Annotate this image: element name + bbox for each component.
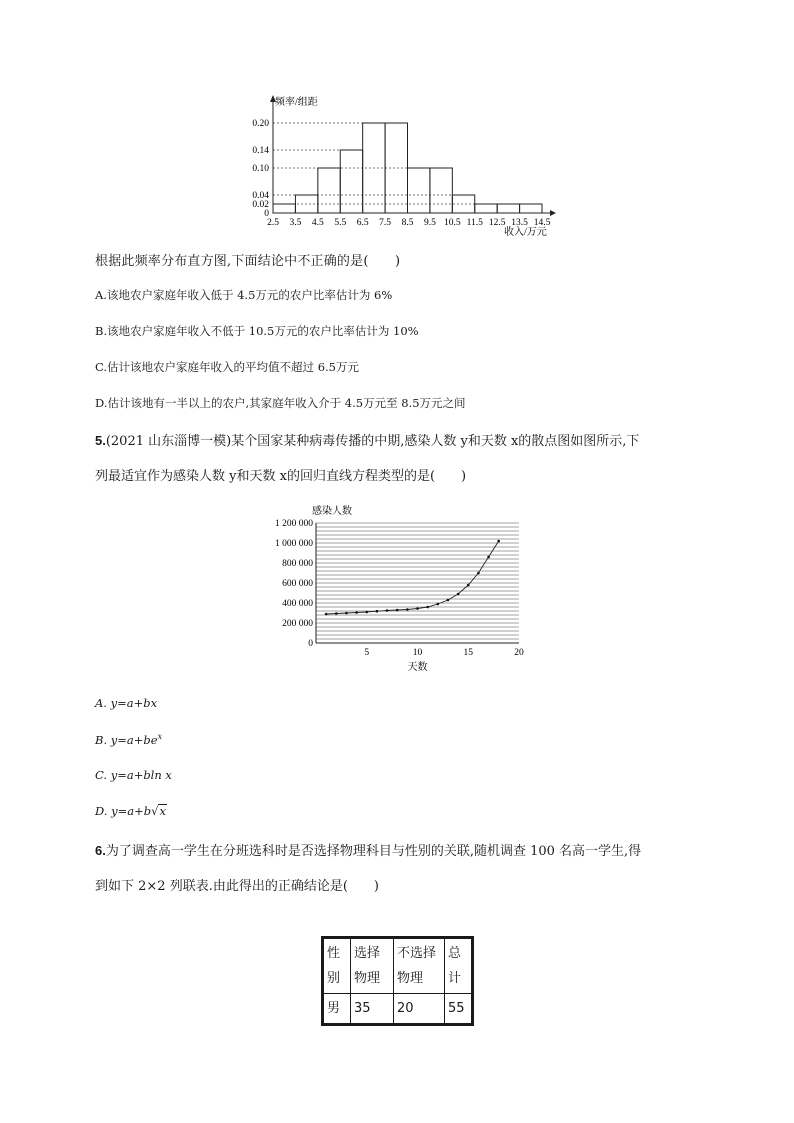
data-point — [355, 611, 358, 614]
data-point — [457, 593, 460, 596]
y-tick-label: 1 000 000 — [275, 539, 313, 549]
x-tick-label: 6.5 — [356, 218, 369, 228]
x-tick-label: 10.5 — [444, 218, 461, 228]
x-tick-label: 7.5 — [379, 218, 392, 228]
cell-male: 男 — [323, 994, 351, 1025]
header-choose-physics: 选择物理 — [351, 938, 394, 994]
x-tick-label: 15 — [463, 648, 473, 658]
cell-male-total: 55 — [445, 994, 473, 1025]
data-point — [477, 572, 480, 575]
table-header-row — [323, 938, 473, 994]
x-tick-label: 5 — [364, 648, 370, 658]
y-tick-label: 0.04 — [252, 191, 269, 201]
histogram-bar — [452, 195, 474, 213]
data-point — [487, 556, 490, 559]
q5-option-a: A. y=a+bx — [95, 696, 158, 710]
cell-male-choose: 35 — [351, 994, 394, 1025]
data-point — [345, 612, 348, 615]
histogram-bar — [497, 204, 519, 213]
data-point — [416, 607, 419, 610]
data-point — [376, 610, 379, 613]
y-tick-label: 400 000 — [282, 599, 313, 609]
y-tick-label: 0 — [264, 209, 269, 219]
infection-scatter-plot — [255, 500, 555, 680]
histogram-bar — [273, 204, 295, 213]
header-gender: 性别 — [323, 938, 351, 994]
q5-option-b: B. $y=a+be^x$ — [95, 732, 163, 747]
y-tick-label-zero: 0 — [308, 639, 313, 649]
header-not-choose-physics: 不选择物理 — [394, 938, 445, 994]
x-tick-label: 12.5 — [488, 218, 506, 228]
x-tick-label: 8.5 — [401, 218, 414, 228]
q6-number: 6. — [95, 843, 106, 858]
y-axis-label: 频率/组距 — [275, 97, 318, 108]
q5-number: 5. — [95, 433, 106, 448]
x-tick-label: 13.5 — [511, 218, 528, 228]
y-tick-label: 1 200 000 — [275, 519, 313, 529]
header-total: 总计 — [445, 938, 473, 994]
q4-option-b: B.该地农户家庭年收入不低于 10.5万元的农户比率估计为 10% — [95, 324, 419, 338]
q5-stem-line1: 5.(2021 山东淄博一模)某个国家某种病毒传播的中期,感染人数 y和天数 x的散点图如图所示,下 — [95, 433, 640, 449]
data-point — [497, 540, 500, 543]
x-tick-label: 5.5 — [334, 218, 347, 228]
x-axis-arrow — [550, 210, 556, 216]
data-point — [365, 611, 368, 614]
x-axis-label: 天数 — [407, 662, 428, 673]
data-point — [386, 609, 389, 612]
histogram-bar — [475, 204, 497, 213]
data-point — [325, 613, 328, 616]
y-tick-label: 0.10 — [252, 164, 269, 174]
x-tick-label: 2.5 — [267, 218, 279, 228]
x-tick-label: 4.5 — [311, 218, 324, 228]
q4-stem: 根据此频率分布直方图,下面结论中不正确的是( ) — [95, 254, 401, 269]
contingency-table — [321, 936, 474, 1026]
x-tick-label: 3.5 — [289, 218, 302, 228]
histogram-bar — [430, 168, 452, 213]
data-point — [396, 609, 399, 612]
q4-option-d: D.估计该地有一半以上的农户,其家庭年收入介于 4.5万元至 8.5万元之间 — [95, 396, 466, 410]
q5-stem-line2: 列最适宜作为感染人数 y和天数 x的回归直线方程类型的是( ) — [95, 469, 467, 484]
histogram-bar — [385, 123, 407, 213]
y-tick-label: 0.02 — [252, 200, 269, 210]
q6-stem-line2: 到如下 2×2 列联表.由此得出的正确结论是( ) — [95, 879, 379, 894]
data-point — [447, 599, 450, 602]
data-point — [406, 608, 409, 611]
y-tick-label: 600 000 — [282, 579, 313, 589]
cell-male-not-choose: 20 — [394, 994, 445, 1025]
y-tick-label: 0.14 — [252, 146, 269, 156]
x-axis-label: 收入/万元 — [504, 227, 547, 238]
q6-stem-line1: 6.为了调查高一学生在分班选科时是否选择物理科目与性别的关联,随机调查 100 名高一学生,得 — [95, 843, 642, 859]
histogram-bar — [318, 168, 340, 213]
y-tick-label: 0.20 — [252, 119, 269, 129]
q4-option-a: A.该地农户家庭年收入低于 4.5万元的农户比率估计为 6% — [95, 288, 393, 302]
table-row — [323, 994, 473, 1025]
x-tick-label: 14.5 — [533, 218, 551, 228]
x-tick-label: 20 — [514, 648, 524, 658]
data-point — [335, 612, 338, 615]
q5-option-c: C. y=a+bln x — [95, 768, 172, 782]
income-histogram — [230, 90, 570, 240]
histogram-bar — [408, 168, 430, 213]
y-tick-label: 200 000 — [282, 619, 313, 629]
q4-option-c: C.估计该地农户家庭年收入的平均值不超过 6.5万元 — [95, 360, 359, 374]
x-tick-label: 9.5 — [423, 218, 436, 228]
data-point — [437, 603, 440, 606]
data-point — [467, 584, 470, 587]
x-tick-label: 10 — [412, 648, 423, 658]
y-axis-label: 感染人数 — [312, 506, 352, 517]
histogram-bar — [520, 204, 542, 213]
x-tick-label: 11.5 — [466, 218, 483, 228]
y-tick-label: 800 000 — [282, 559, 313, 569]
q5-option-d: D. y=a+b√x — [95, 804, 166, 818]
histogram-bar — [340, 150, 362, 213]
data-point — [426, 606, 429, 609]
